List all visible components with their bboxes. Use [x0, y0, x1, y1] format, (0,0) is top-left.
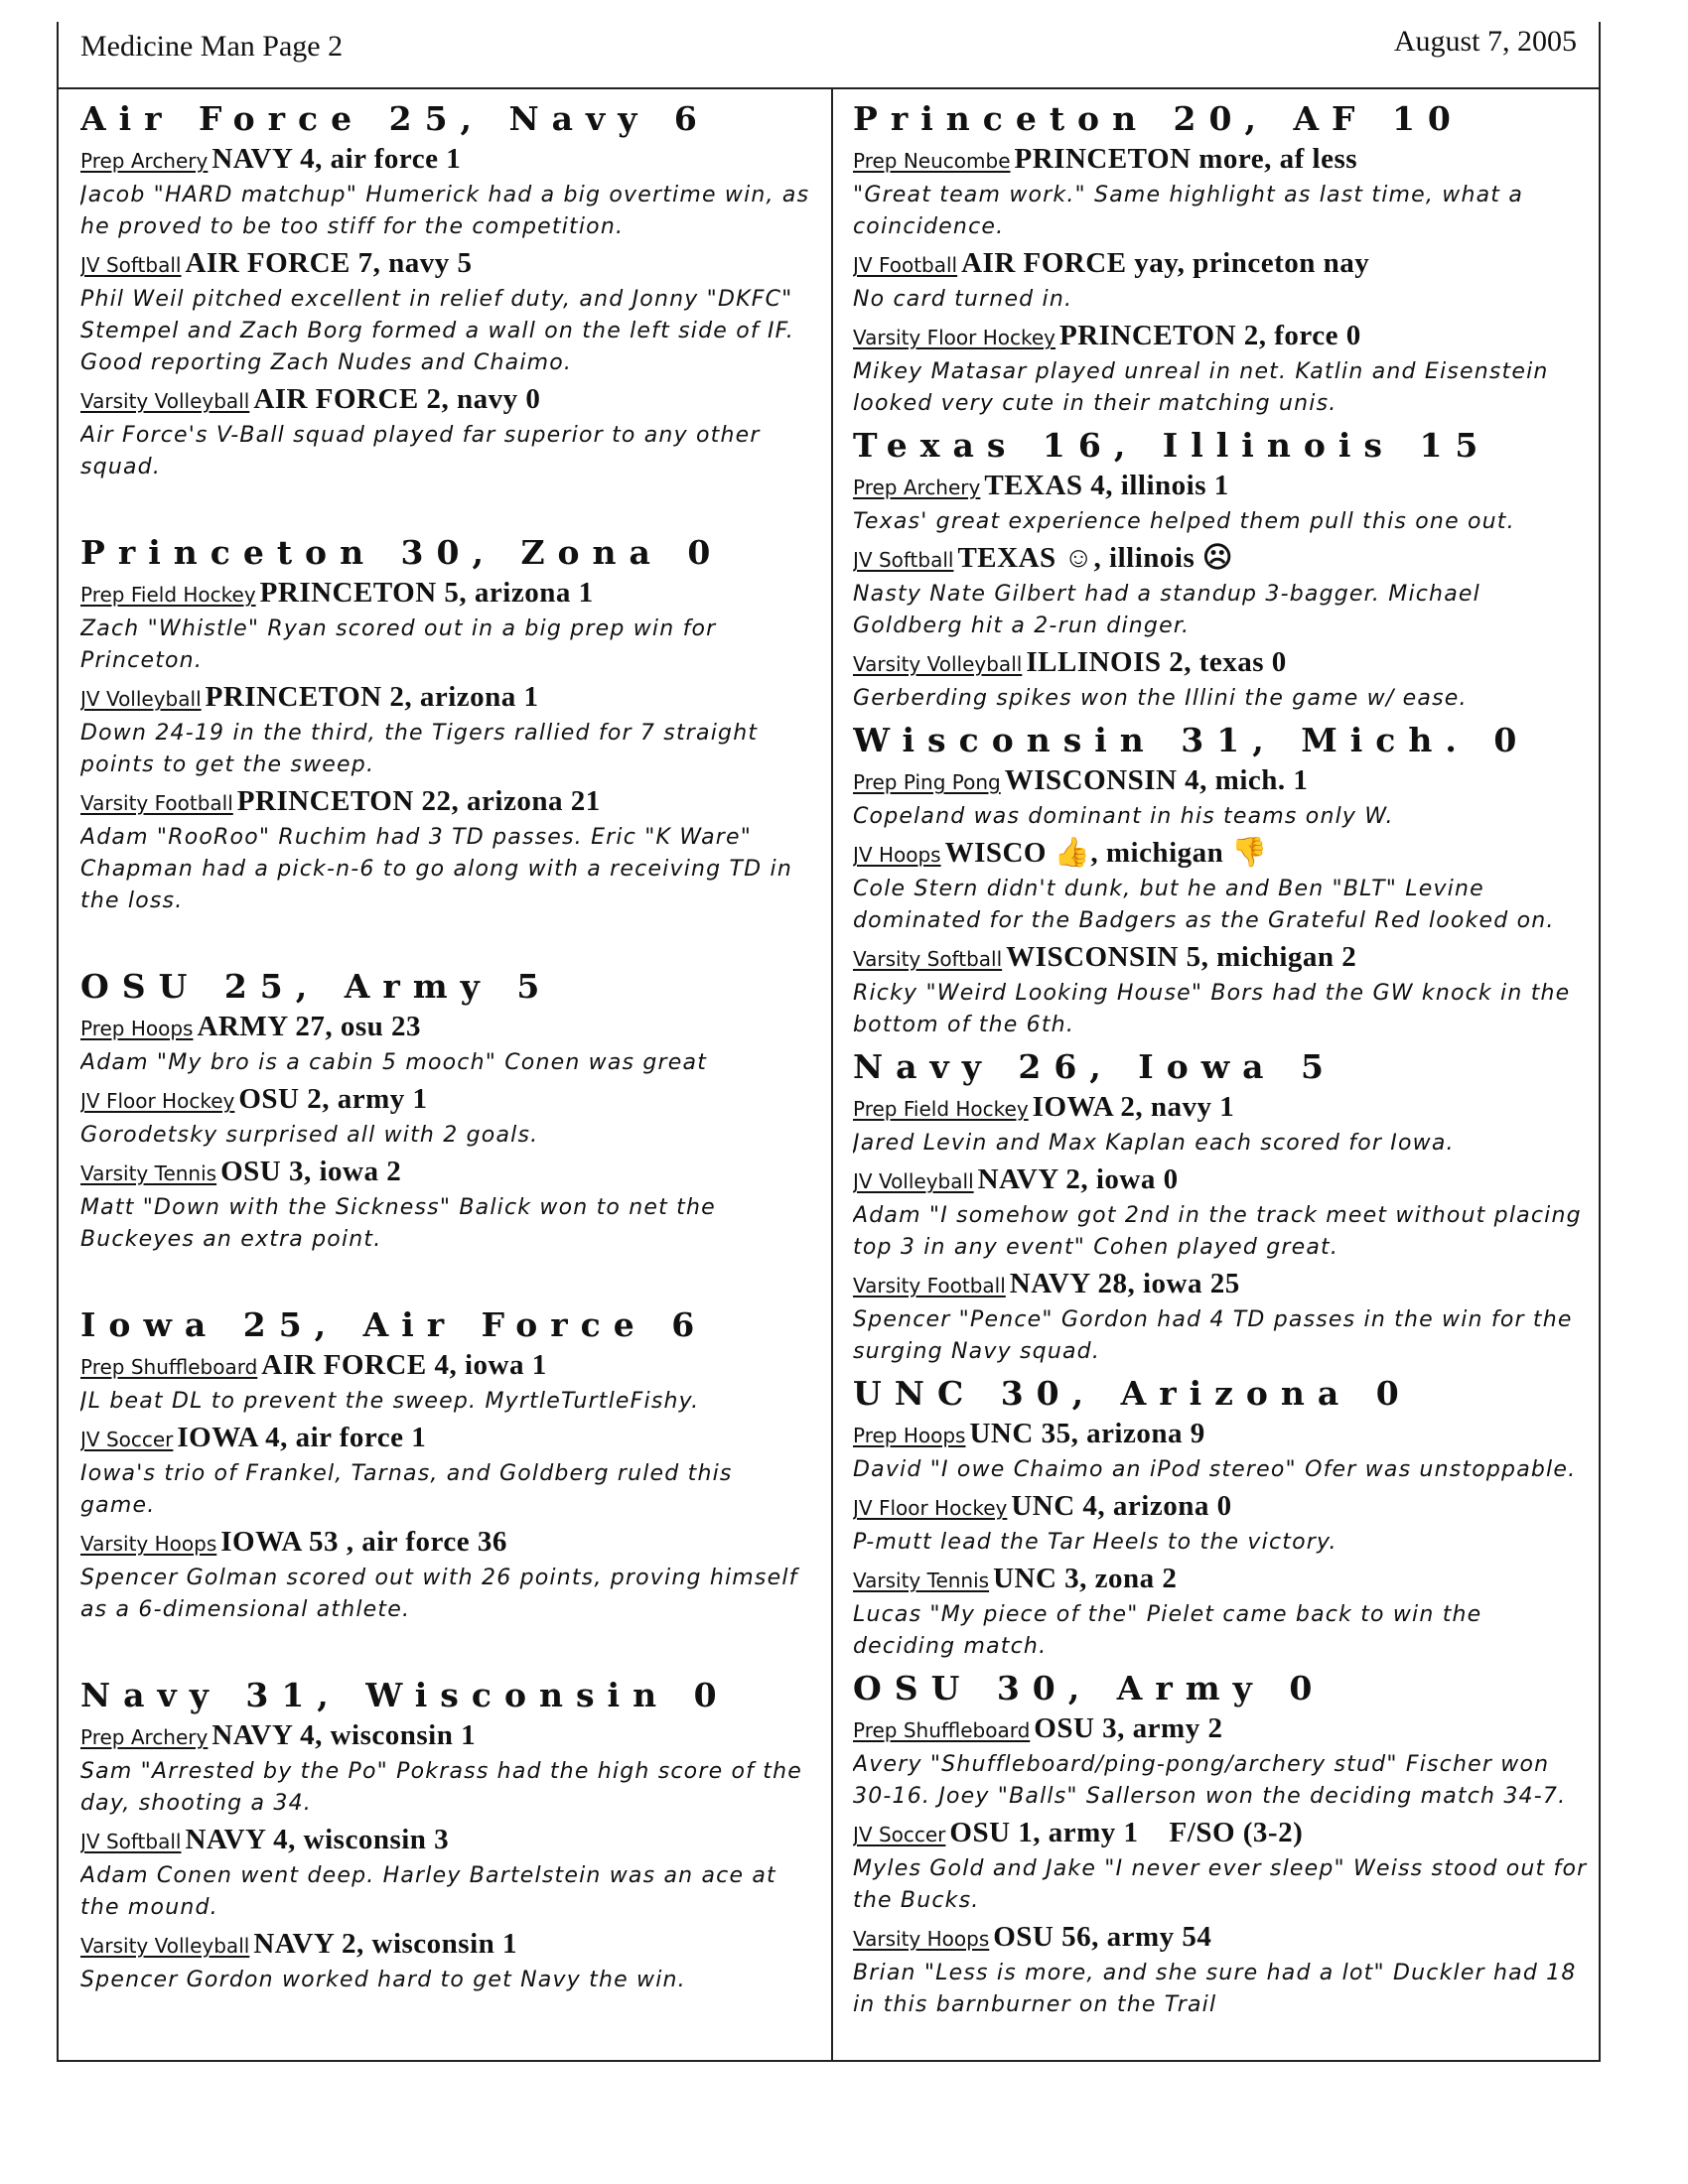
game-result — [80, 1718, 815, 1820]
game-score: AIR FORCE 4, iowa 1 — [261, 1349, 547, 1381]
game-result — [853, 763, 1588, 833]
game-highlight: Spencer Gordon worked hard to get Navy the win. — [80, 1968, 686, 1992]
game-highlight: Iowa's trio of Frankel, Tarnas, and Goldberg ruled this game. — [80, 1461, 733, 1518]
game-highlight: Mikey Matasar played unreal in net. Katlin and Eisenstein looked very cute in their matching unis. — [853, 359, 1549, 416]
matchup-section — [80, 967, 815, 1256]
sport-label: JV Softball — [80, 1830, 182, 1853]
sport-label: Prep Field Hockey — [853, 1097, 1029, 1121]
matchup-heading: Princeton 20, AF 10 — [853, 99, 1464, 138]
matchup-section — [853, 1047, 1588, 1368]
sport-label: Prep Shuffleboard — [80, 1355, 258, 1379]
game-score: WISCONSIN 4, mich. 1 — [1004, 764, 1309, 796]
game-result — [853, 246, 1588, 316]
game-score: NAVY 4, wisconsin 1 — [211, 1719, 477, 1751]
game-result — [853, 1489, 1588, 1559]
game-score: NAVY 28, iowa 25 — [1009, 1268, 1240, 1299]
matchup-heading: Navy 26, Iowa 5 — [853, 1047, 1336, 1086]
game-score: OSU 56, army 54 — [993, 1921, 1212, 1953]
game-result — [80, 784, 815, 917]
game-highlight: Brian "Less is more, and she sure had a lot" Duckler had 18 in this barnburner on the Trail — [853, 1961, 1577, 2017]
game-highlight: Lucas "My piece of the" Pielet came back to win the deciding match. — [853, 1602, 1482, 1659]
game-score: AIR FORCE 7, navy 5 — [185, 247, 473, 279]
newsletter-title: Medicine Man Page 2 — [80, 30, 344, 63]
game-result — [853, 1816, 1588, 1917]
game-score: NAVY 2, wisconsin 1 — [253, 1928, 518, 1960]
game-result — [853, 1090, 1588, 1160]
game-highlight: Texas' great experience helped them pull this one out. — [853, 509, 1515, 534]
game-highlight: Sam "Arrested by the Po" Pokrass had the high score of the day, shooting a 34. — [80, 1759, 803, 1816]
matchup-heading: Navy 31, Wisconsin 0 — [80, 1676, 730, 1714]
game-result — [80, 382, 815, 483]
matchup-section — [80, 99, 815, 483]
issue-date: August 7, 2005 — [1393, 25, 1577, 58]
matchup-section — [80, 1305, 815, 1626]
game-result — [80, 1082, 815, 1152]
game-result — [80, 142, 815, 243]
game-result — [853, 469, 1588, 538]
game-score: NAVY 4, air force 1 — [211, 143, 462, 175]
left-column — [80, 99, 815, 1996]
sport-label: Prep Shuffleboard — [853, 1718, 1031, 1742]
game-result — [853, 319, 1588, 420]
game-result — [853, 1162, 1588, 1264]
sport-label: Prep Hoops — [853, 1424, 966, 1447]
sport-label: Varsity Football — [853, 1274, 1006, 1297]
game-result — [80, 1155, 815, 1256]
sport-label: JV Floor Hockey — [853, 1496, 1008, 1520]
game-highlight: Avery "Shuffleboard/ping-pong/archery stud" Fischer won 30-16. Joey "Balls" Sallerson won the deciding match 34-7. — [853, 1752, 1567, 1809]
game-highlight: Jared Levin and Max Kaplan each scored for Iowa. — [853, 1131, 1455, 1156]
game-highlight: Cole Stern didn't dunk, but he and Ben "BLT" Levine dominated for the Badgers as the Grateful Red looked on. — [853, 877, 1555, 933]
sport-label: JV Softball — [853, 548, 954, 572]
sport-label: Prep Archery — [80, 149, 209, 173]
matchup-heading: Air Force 25, Navy 6 — [80, 99, 710, 138]
game-result — [853, 1562, 1588, 1663]
game-result — [853, 1711, 1588, 1813]
matchup-heading: UNC 30, Arizona 0 — [853, 1374, 1412, 1413]
sport-label: JV Volleyball — [80, 687, 202, 711]
sport-label: Varsity Volleyball — [853, 652, 1023, 676]
game-highlight: Down 24-19 in the third, the Tigers rallied for 7 straight points to get the sweep. — [80, 721, 759, 777]
page-frame — [57, 22, 1601, 2062]
sport-label: Varsity Floor Hockey — [853, 326, 1056, 349]
game-score: OSU 2, army 1 — [238, 1083, 428, 1115]
sport-label: Varsity Hoops — [80, 1532, 217, 1556]
matchup-section — [80, 533, 815, 917]
matchup-section — [853, 426, 1588, 715]
game-highlight: Copeland was dominant in his teams only W. — [853, 804, 1394, 829]
sport-label: JV Floor Hockey — [80, 1089, 235, 1113]
sport-label: JV Soccer — [80, 1428, 174, 1451]
game-score: WISCONSIN 5, michigan 2 — [1006, 941, 1357, 973]
game-highlight: P-mutt lead the Tar Heels to the victory. — [853, 1530, 1337, 1555]
game-result — [853, 1267, 1588, 1368]
game-result — [80, 1525, 815, 1626]
game-highlight: Adam "I somehow got 2nd in the track meet without placing top 3 in any event" Cohen played great. — [853, 1203, 1582, 1260]
game-result — [853, 1920, 1588, 2021]
game-result — [853, 836, 1588, 937]
sport-label: Varsity Volleyball — [80, 1934, 250, 1958]
sport-label: Prep Hoops — [80, 1017, 194, 1040]
game-score: OSU 3, iowa 2 — [220, 1156, 402, 1187]
matchup-section — [853, 721, 1588, 1041]
game-score: ARMY 27, osu 23 — [197, 1011, 422, 1042]
sport-label: Varsity Tennis — [853, 1569, 990, 1592]
game-score: PRINCETON 2, arizona 1 — [205, 681, 539, 713]
game-score: NAVY 2, iowa 0 — [977, 1163, 1179, 1195]
game-highlight: Adam "My bro is a cabin 5 mooch" Conen was great — [80, 1050, 708, 1075]
sport-label: Prep Archery — [853, 476, 981, 499]
matchup-heading: Wisconsin 31, Mich. 0 — [853, 721, 1530, 759]
game-highlight: Adam Conen went deep. Harley Bartelstein was an ace at the mound. — [80, 1863, 776, 1920]
sport-label: Varsity Tennis — [80, 1161, 217, 1185]
game-score: UNC 3, zona 2 — [993, 1563, 1178, 1594]
matchup-heading: OSU 30, Army 0 — [853, 1669, 1326, 1707]
game-result — [80, 1927, 815, 1996]
game-score: OSU 1, army 1 F/SO (3-2) — [949, 1817, 1304, 1848]
game-result — [853, 645, 1588, 715]
matchup-heading: Texas 16, Illinois 15 — [853, 426, 1491, 465]
game-highlight: JL beat DL to prevent the sweep. MyrtleTurtleFishy. — [80, 1389, 700, 1414]
game-highlight: David "I owe Chaimo an iPod stereo" Ofer was unstoppable. — [853, 1457, 1577, 1482]
game-result — [80, 1421, 815, 1522]
game-highlight: Gorodetsky surprised all with 2 goals. — [80, 1123, 539, 1148]
game-score: UNC 35, arizona 9 — [969, 1418, 1205, 1449]
game-highlight: Nasty Nate Gilbert had a standup 3-bagger. Michael Goldberg hit a 2-run dinger. — [853, 582, 1480, 638]
game-result — [80, 576, 815, 677]
sport-label: JV Volleyball — [853, 1169, 974, 1193]
sport-label: Varsity Football — [80, 791, 233, 815]
game-score: UNC 4, arizona 0 — [1011, 1490, 1232, 1522]
game-highlight: Phil Weil pitched excellent in relief duty, and Jonny "DKFC" Stempel and Zach Borg formed a wall on the left side of IF. Good reporting Zach Nudes and Chaimo. — [80, 287, 794, 375]
matchup-section — [853, 99, 1588, 420]
right-column — [853, 99, 1588, 2021]
game-highlight: Spencer Golman scored out with 26 points, proving himself as a 6-dimensional athlete. — [80, 1566, 798, 1622]
sport-label: Prep Field Hockey — [80, 583, 256, 607]
game-score: PRINCETON 5, arizona 1 — [259, 577, 594, 609]
matchup-heading: Princeton 30, Zona 0 — [80, 533, 724, 572]
game-result — [80, 1010, 815, 1079]
game-score: PRINCETON 22, arizona 21 — [236, 785, 601, 817]
game-score: WISCO 👍, michigan 👎 — [944, 837, 1268, 869]
game-score: PRINCETON more, af less — [1014, 143, 1358, 175]
game-result — [853, 541, 1588, 642]
sport-label: Varsity Volleyball — [80, 389, 250, 413]
game-result — [80, 1823, 815, 1924]
game-score: PRINCETON 2, force 0 — [1059, 320, 1361, 351]
game-highlight: Matt "Down with the Sickness" Balick won to net the Buckeyes an extra point. — [80, 1195, 716, 1252]
game-score: TEXAS ☺, illinois ☹ — [957, 542, 1233, 574]
game-result — [80, 1348, 815, 1418]
matchup-section — [853, 1374, 1588, 1663]
game-result — [853, 940, 1588, 1041]
game-highlight: Jacob "HARD matchup" Humerick had a big overtime win, as he proved to be too stiff for the competition. — [80, 183, 810, 239]
sport-label: JV Softball — [80, 253, 182, 277]
sport-label: Prep Neucombe — [853, 149, 1011, 173]
matchup-heading: Iowa 25, Air Force 6 — [80, 1305, 708, 1344]
matchup-section — [80, 1676, 815, 1996]
game-score: IOWA 53 , air force 36 — [220, 1526, 507, 1558]
sport-label: Varsity Softball — [853, 947, 1003, 971]
game-score: TEXAS 4, illinois 1 — [984, 470, 1229, 501]
game-result — [80, 680, 815, 781]
game-score: ILLINOIS 2, texas 0 — [1026, 646, 1287, 678]
game-highlight: Spencer "Pence" Gordon had 4 TD passes in the win for the surging Navy squad. — [853, 1307, 1573, 1364]
game-score: NAVY 4, wisconsin 3 — [185, 1824, 450, 1855]
game-result — [853, 1417, 1588, 1486]
sport-label: Prep Archery — [80, 1725, 209, 1749]
game-score: OSU 3, army 2 — [1034, 1712, 1223, 1744]
sport-label: JV Soccer — [853, 1823, 946, 1846]
game-highlight: "Great team work." Same highlight as last time, what a coincidence. — [853, 183, 1523, 239]
game-score: IOWA 2, navy 1 — [1032, 1091, 1235, 1123]
game-score: IOWA 4, air force 1 — [177, 1422, 427, 1453]
game-highlight: No card turned in. — [853, 287, 1073, 312]
game-score: AIR FORCE 2, navy 0 — [253, 383, 541, 415]
sport-label: Varsity Hoops — [853, 1927, 990, 1951]
sport-label: JV Football — [853, 253, 958, 277]
page-header — [59, 22, 1599, 89]
game-score: AIR FORCE yay, princeton nay — [961, 247, 1370, 279]
game-highlight: Gerberding spikes won the Illini the game w/ ease. — [853, 686, 1468, 711]
column-divider — [831, 89, 833, 2060]
game-highlight: Adam "RooRoo" Ruchim had 3 TD passes. Eric "K Ware" Chapman had a pick-n-6 to go along with a receiving TD in the loss. — [80, 825, 792, 913]
matchup-heading: OSU 25, Army 5 — [80, 967, 553, 1006]
sport-label: JV Hoops — [853, 843, 941, 867]
game-highlight: Zach "Whistle" Ryan scored out in a big prep win for Princeton. — [80, 616, 717, 673]
matchup-section — [853, 1669, 1588, 2021]
game-result — [853, 142, 1588, 243]
game-highlight: Ricky "Weird Looking House" Bors had the GW knock in the bottom of the 6th. — [853, 981, 1571, 1037]
game-highlight: Myles Gold and Jake "I never ever sleep" Weiss stood out for the Bucks. — [853, 1856, 1588, 1913]
game-highlight: Air Force's V-Ball squad played far superior to any other squad. — [80, 423, 761, 479]
sport-label: Prep Ping Pong — [853, 770, 1001, 794]
game-result — [80, 246, 815, 379]
